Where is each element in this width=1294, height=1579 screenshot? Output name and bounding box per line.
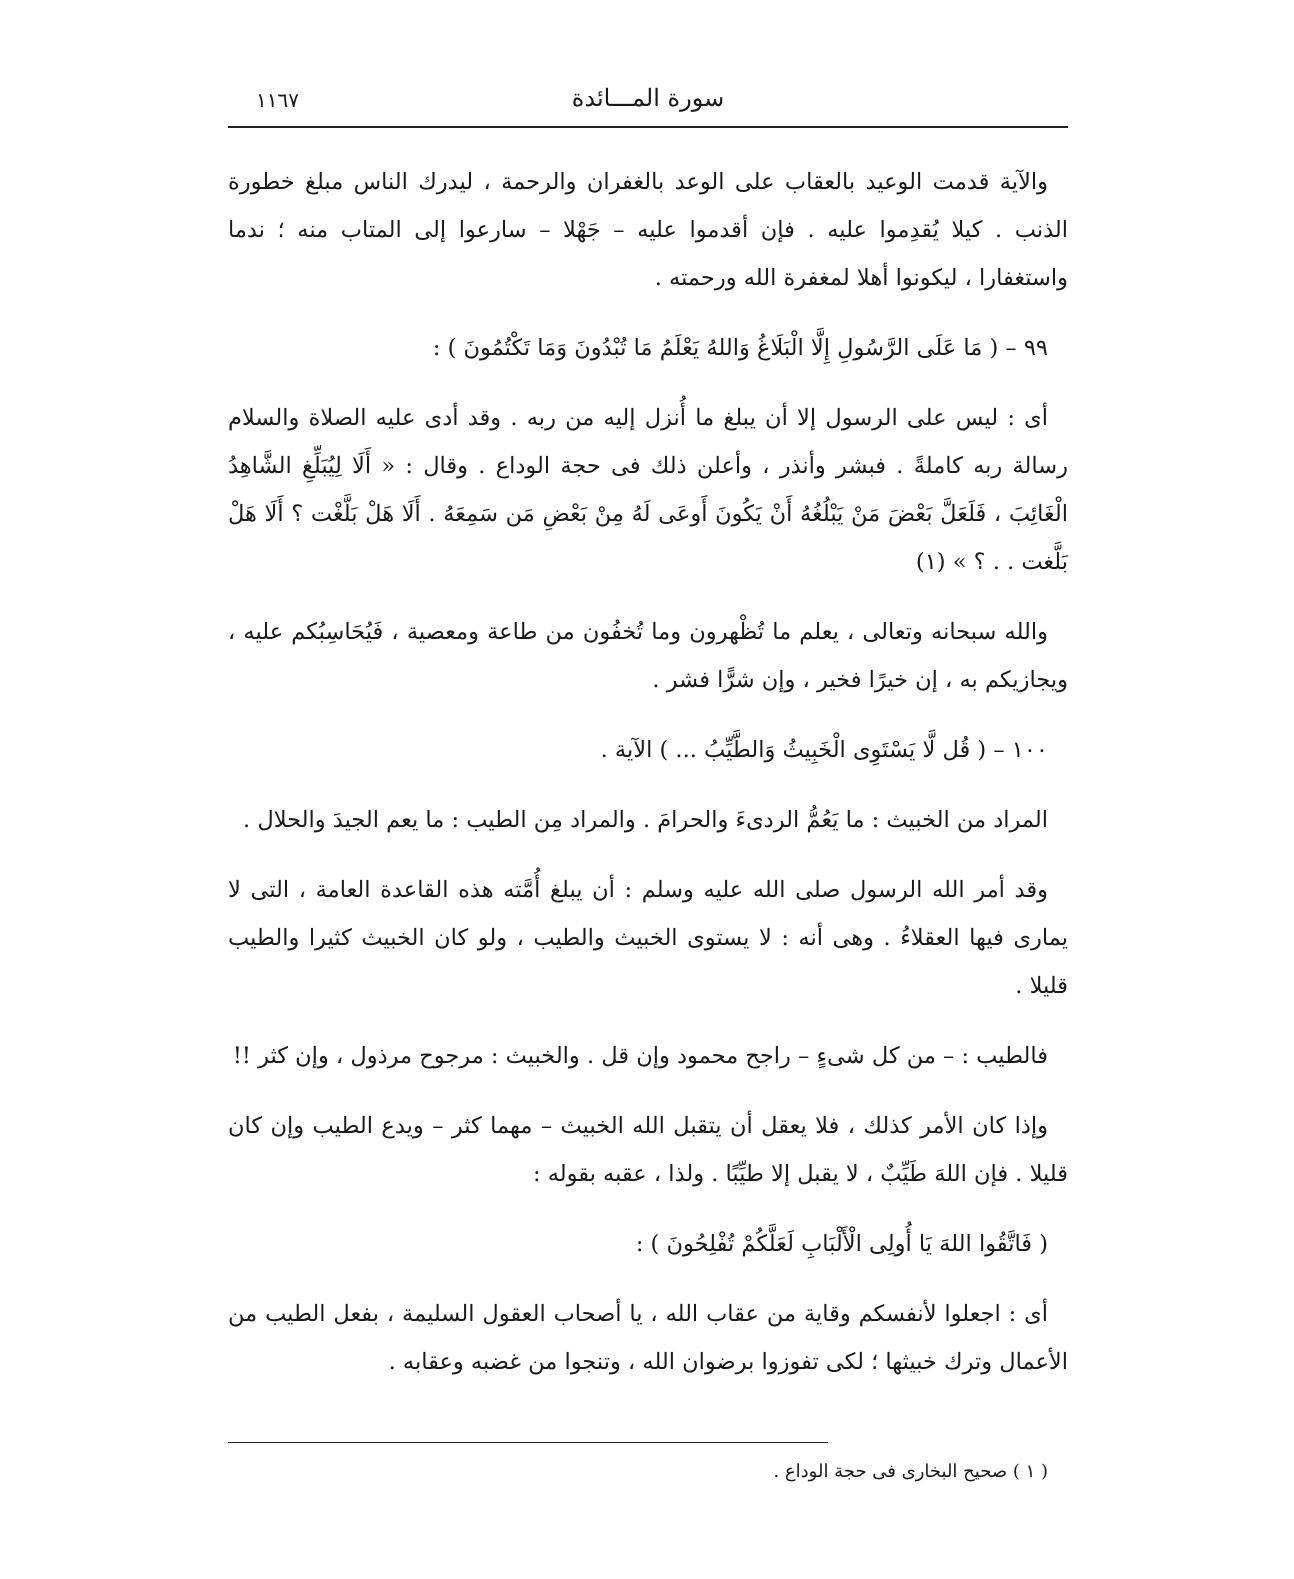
page-body <box>228 158 1068 1408</box>
footnote <box>228 1458 1068 1486</box>
verse-fattaqu: ( فَاتَّقُوا اللهَ يَا أُولِى الْأَلْبَابِ لَعَلَّكُمْ تُفْلِحُونَ ) : <box>635 1231 1048 1257</box>
surah-title: سورة المـــائدة <box>571 84 725 112</box>
paragraph: والله سبحانه وتعالى ، يعلم ما تُظْهرون وما تُخفُون من طاعة ومعصية ، فَيُحَاسِبُكم عليه ، ويجازيكم به ، إن خيرًا فخير ، وإن شرًّا فشر . <box>228 619 1068 693</box>
paragraph: أى : ليس على الرسول إلا أن يبلغ ما أُنزل إليه من ربه . وقد أدى عليه الصلاة والسلام رسالة ربه كاملةً . فبشر وأنذر ، وأعلن ذلك فى حجة الوداع . وقال : « أَلَا لِيُبَلِّغِ الشَّاهِدُ الْغَائِبَ ، فَلَعَلَّ بَعْضَ مَنْ يَبْلُغُهُ أَنْ يَكُونَ أَوعَى لَهُ مِنْ بَعْضِ مَن سَمِعَهُ . أَلَا هَلْ بَلَّغْت ؟ أَلَا هَلْ بَلَّغت . . ؟ » (١) <box>228 405 1068 575</box>
footnote-divider <box>228 1442 828 1443</box>
verse-99: ٩٩ – ( مَا عَلَى الرَّسُولِ إِلَّا الْبَلَاغُ وَاللهُ يَعْلَمُ مَا تُبْدُونَ وَمَا تَكْتُمُونَ ) : <box>432 335 1048 361</box>
paragraph: فالطيب : – من كل شىءٍ – راجح محمود وإن قل . والخبيث : مرجوح مرذول ، وإن كثر !! <box>232 1043 1048 1069</box>
paragraph: وإذا كان الأمر كذلك ، فلا يعقل أن يتقبل الله الخبيث – مهما كثر – ويدع الطيب وإن كان قليلا . فإن اللهَ طَيِّبٌ ، لا يقبل إلا طيِّبًا . ولذا ، عقبه بقوله : <box>228 1113 1068 1187</box>
paragraph: المراد من الخبيث : ما يَعُمُّ الردىءَ والحرامَ . والمراد مِن الطيب : ما يعم الجيدَ والحلال . <box>243 807 1048 833</box>
paragraph: والآية قدمت الوعيد بالعقاب على الوعد بالغفران والرحمة ، ليدرك الناس مبلغ خطورة الذنب . كيلا يُقدِموا عليه . فإن أقدموا عليه – جَهْلا – سارعوا إلى المتاب منه ؛ ندما واستغفارا ، ليكونوا أهلا لمغفرة الله ورحمته . <box>228 169 1068 291</box>
paragraph: أى : اجعلوا لأنفسكم وقاية من عقاب الله ، يا أصحاب العقول السليمة ، بفعل الطيب من الأعمال وترك خبيثها ؛ لكى تفوزوا برضوان الله ، وتنجوا من غضبه وعقابه . <box>228 1301 1068 1375</box>
footnote-text: ( ١ ) صحيح البخارى فى حجة الوداع . <box>773 1461 1048 1482</box>
page <box>228 80 1068 1560</box>
verse-100: ١٠٠ – ( قُل لَّا يَسْتَوِى الْخَبِيثُ وَالطَّيِّبُ ... ) الآية . <box>600 737 1048 763</box>
page-header <box>228 80 1068 128</box>
page-number: ١١٦٧ <box>256 88 299 112</box>
paragraph: وقد أمر الله الرسول صلى الله عليه وسلم : أن يبلغ أُمَّته هذه القاعدة العامة ، التى لا يمارى فيها العقلاءُ . وهى أنه : لا يستوى الخبيث والطيب ، ولو كان الخبيث كثيرا والطيب قليلا . <box>228 877 1068 999</box>
